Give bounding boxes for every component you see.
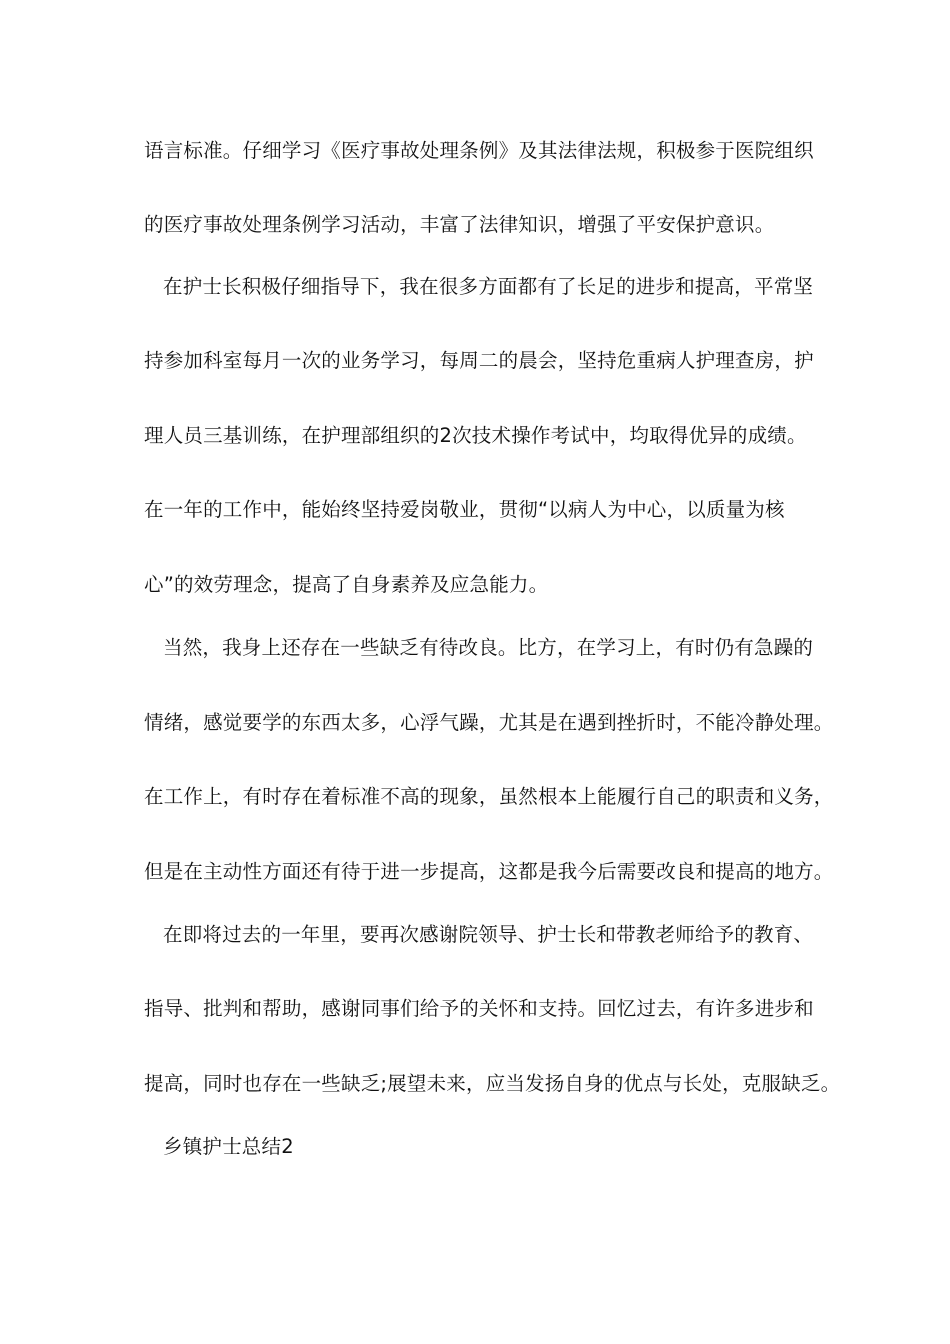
paragraph-start-line: 在即将过去的一年里，要再次感谢院领导、护士长和带教老师给予的教育、 [163, 923, 814, 946]
paragraph-start-line: 在护士长积极仔细指导下，我在很多方面都有了长足的进步和提高，平常坚 [163, 275, 814, 298]
text-line: 心”的效劳理念，提高了自身素养及应急能力。 [144, 573, 549, 596]
text-line: 指导、批判和帮助，感谢同事们给予的关怀和支持。回忆过去，有许多进步和 [144, 997, 814, 1020]
text-line: 持参加科室每月一次的业务学习，每周二的晨会，坚持危重病人护理查房，护 [144, 349, 814, 372]
text-line: 提高，同时也存在一些缺乏;展望未来，应当发扬自身的优点与长处，克服缺乏。 [144, 1072, 841, 1095]
text-line: 情绪，感觉要学的东西太多，心浮气躁，尤其是在遇到挫折时，不能冷静处理。 [144, 711, 834, 734]
text-line: 语言标准。仔细学习《医疗事故处理条例》及其法律法规，积极参于医院组织 [144, 139, 814, 162]
text-line: 理人员三基训练，在护理部组织的2次技术操作考试中，均取得优异的成绩。 [144, 424, 807, 447]
text-line: 在工作上，有时存在着标准不高的现象，虽然根本上能履行自己的职责和义务， [144, 785, 834, 808]
text-line: 但是在主动性方面还有待于进一步提高，这都是我今后需要改良和提高的地方。 [144, 860, 834, 883]
text-line: 的医疗事故处理条例学习活动，丰富了法律知识，增强了平安保护意识。 [144, 213, 775, 236]
section-heading: 乡镇护士总结2 [163, 1135, 294, 1158]
paragraph-start-line: 当然，我身上还存在一些缺乏有待改良。比方，在学习上，有时仍有急躁的 [163, 636, 814, 659]
text-line: 在一年的工作中，能始终坚持爱岗敬业，贯彻“以病人为中心，以质量为核 [144, 498, 785, 521]
